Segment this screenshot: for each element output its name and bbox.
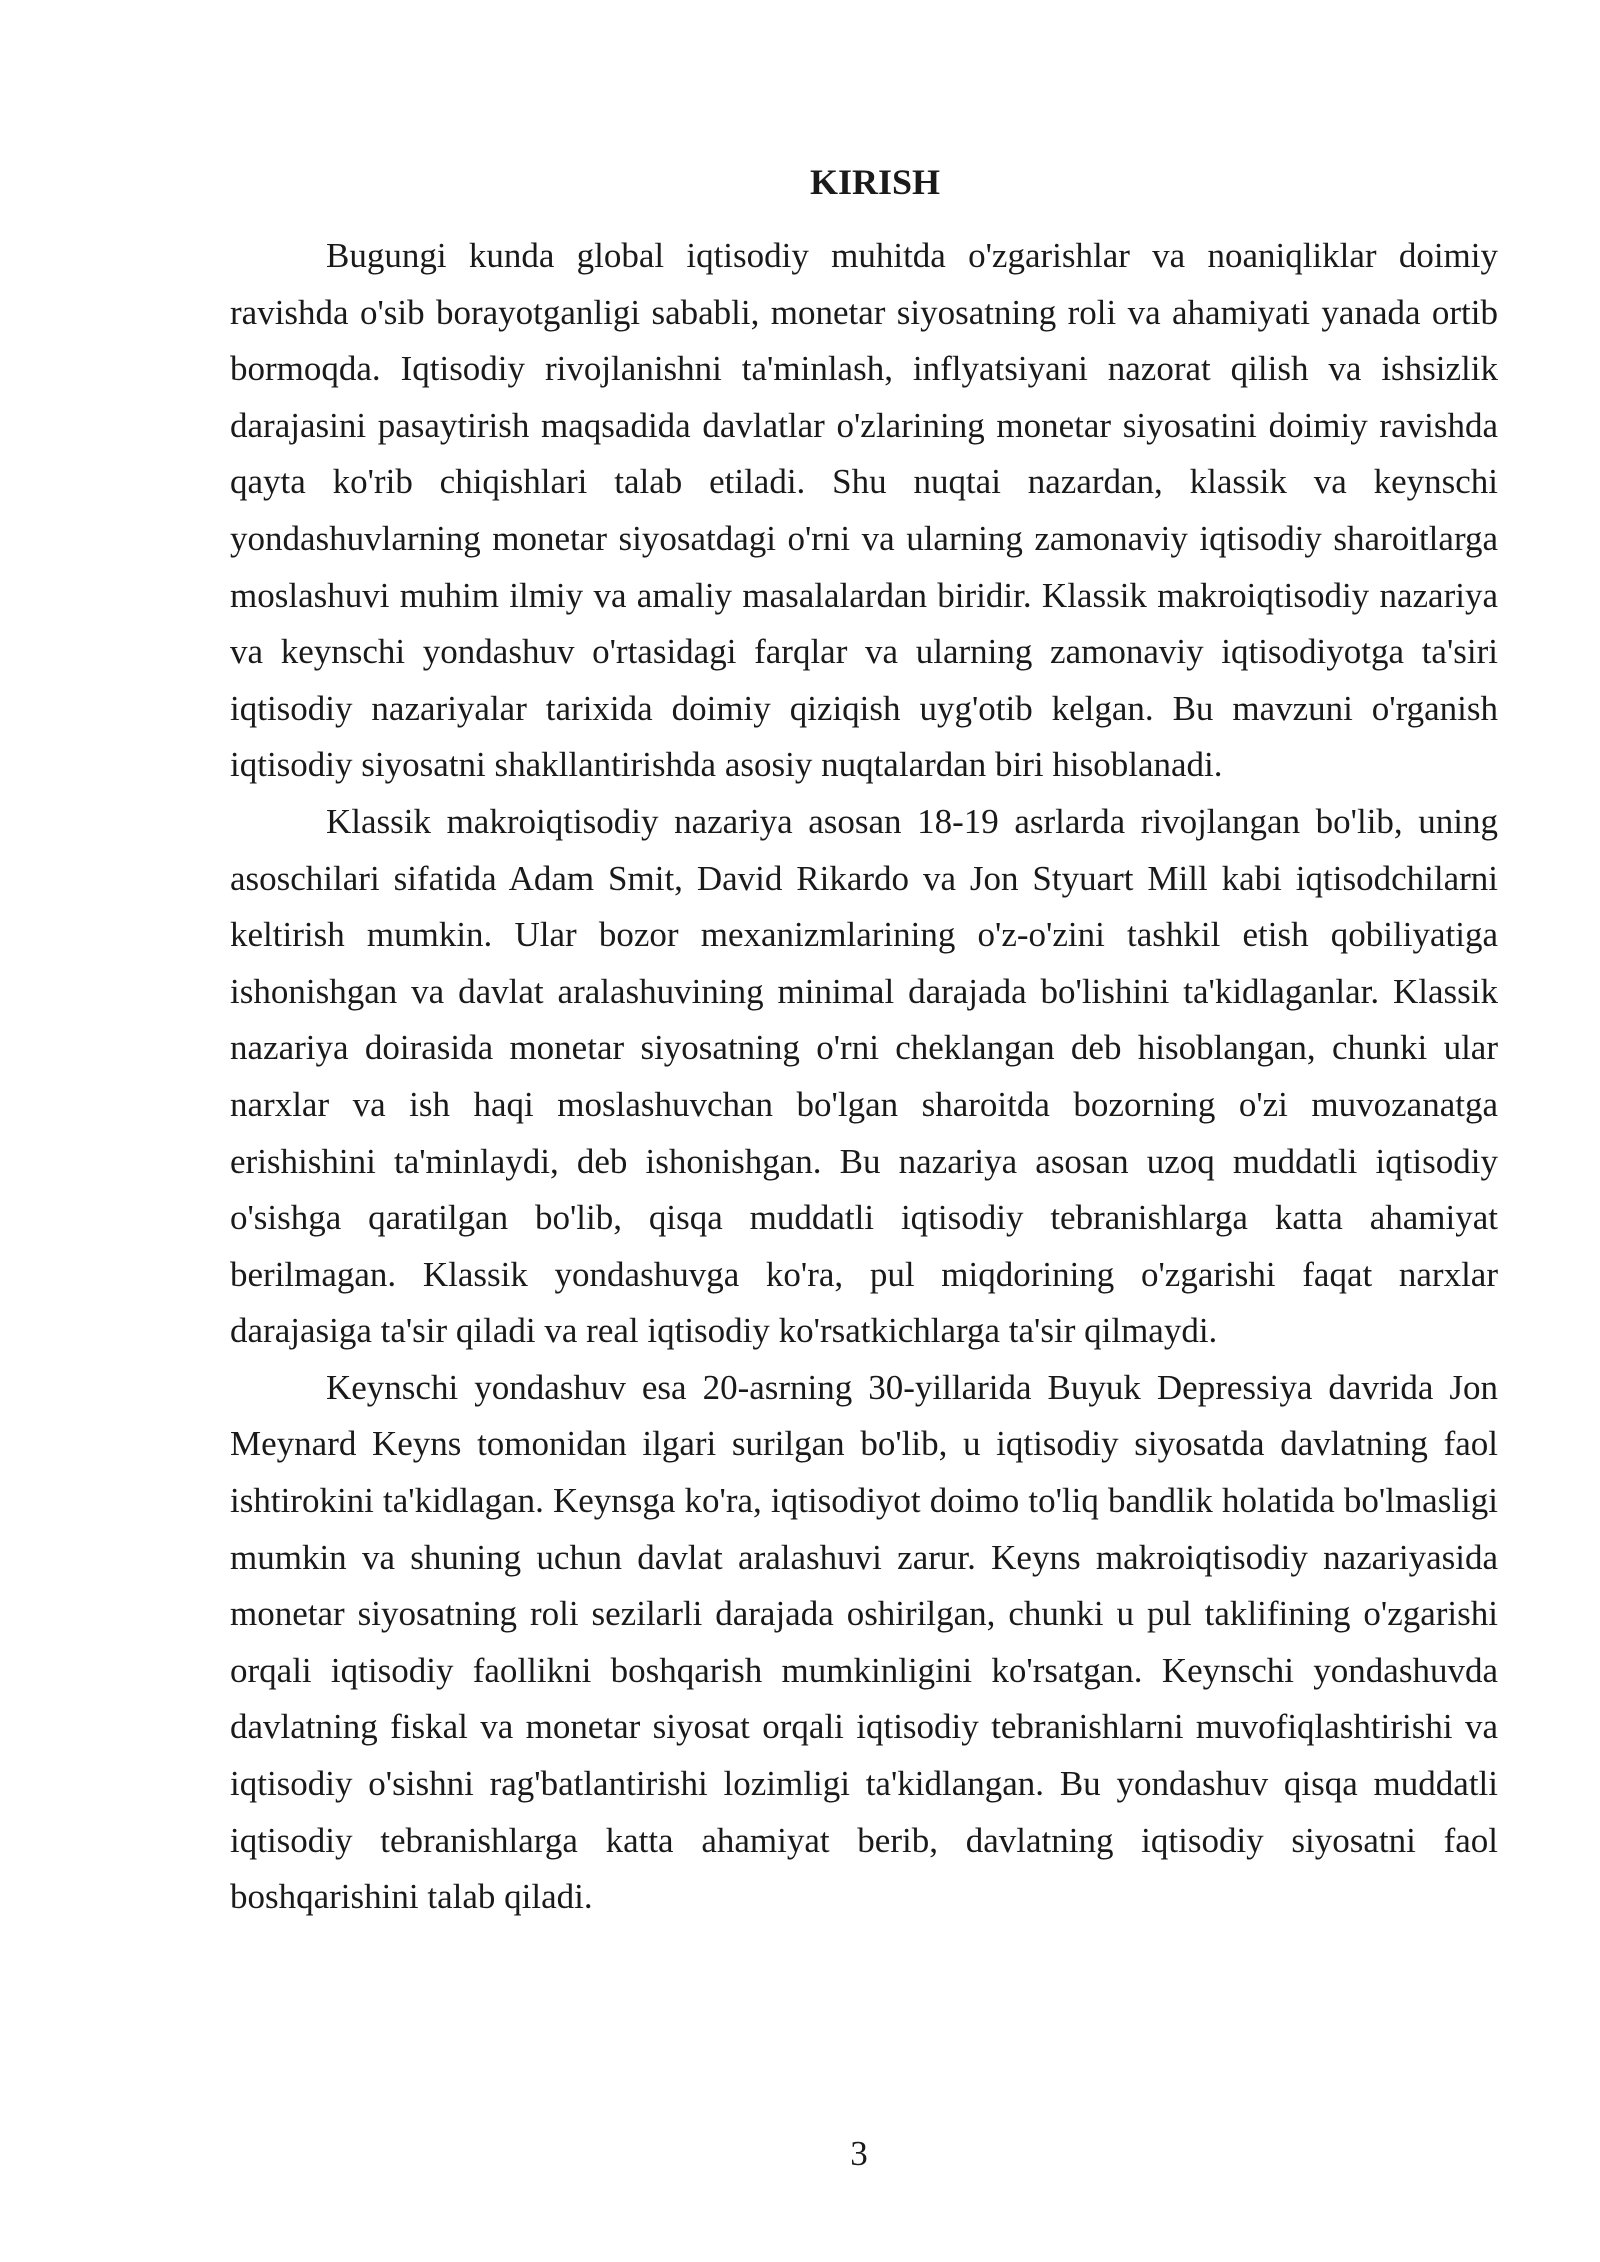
document-page [230, 160, 1498, 1926]
paragraph-2: Klassik makroiqtisodiy nazariya asosan 18-19 asrlarda rivojlangan bo'lib, uning asoschilari sifatida Adam Smit, David Rikardo va Jon Styuart Mill kabi iqtisodchilarni keltirish mumkin. Ular bozor mexanizmlarining o'z-o'zini tashkil etish qobiliyatiga ishonishgan va davlat aralashuvining minimal darajada bo'lishini ta'kidlaganlar. Klassik nazariya doirasida monetar siyosatning o'rni cheklangan deb hisoblangan, chunki ular narxlar va ish haqi moslashuvchan bo'lgan sharoitda bozorning o'zi muvozanatga erishishini ta'minlaydi, deb ishonishgan. Bu nazariya asosan uzoq muddatli iqtisodiy o'sishga qaratilgan bo'lib, qisqa muddatli iqtisodiy tebranishlarga katta ahamiyat berilmagan. Klassik yondashuvga ko'ra, pul miqdorining o'zgarishi faqat narxlar darajasiga ta'sir qiladi va real iqtisodiy ko'rsatkichlarga ta'sir qilmaydi. [230, 801, 1498, 1351]
paragraph-1: Bugungi kunda global iqtisodiy muhitda o'zgarishlar va noaniqliklar doimiy ravishda o'sib borayotganligi sababli, monetar siyosatning roli va ahamiyati yanada ortib bormoqda. Iqtisodiy rivojlanishni ta'minlash, inflyatsiyani nazorat qilish va ishsizlik darajasini pasaytirish maqsadida davlatlar o'zlarining monetar siyosatini doimiy ravishda qayta ko'rib chiqishlari talab etiladi. Shu nuqtai nazardan, klassik va keynschi yondashuvlarning monetar siyosatdagi o'rni va ularning zamonaviy iqtisodiy sharoitlarga moslashuvi muhim ilmiy va amaliy masalalardan biridir. Klassik makroiqtisodiy nazariya va keynschi yondashuv o'rtasidagi farqlar va ularning zamonaviy iqtisodiyotga ta'siri iqtisodiy nazariyalar tarixida doimiy qiziqish uyg'otib kelgan. Bu mavzuni o'rganish iqtisodiy siyosatni shakllantirishda asosiy nuqtalardan biri hisoblanadi. [230, 236, 1498, 785]
page-number: 3 [850, 2134, 868, 2173]
page-title: KIRISH [809, 162, 941, 202]
paragraph-3: Keynschi yondashuv esa 20-asrning 30-yillarida Buyuk Depressiya davrida Jon Meynard Keyns tomonidan ilgari surilgan bo'lib, u iqtisodiy siyosatda davlatning faol ishtirokini ta'kidlagan. Keynsga ko'ra, iqtisodiyot doimo to'liq bandlik holatida bo'lmasligi mumkin va shuning uchun davlat aralashuvi zarur. Keyns makroiqtisodiy nazariyasida monetar siyosatning roli sezilarli darajada oshirilgan, chunki u pul taklifining o'zgarishi orqali iqtisodiy faollikni boshqarish mumkinligini ko'rsatgan. Keynschi yondashuvda davlatning fiskal va monetar siyosat orqali iqtisodiy tebranishlarni muvofiqlashtirishi va iqtisodiy o'sishni rag'batlantirishi lozimligi ta'kidlangan. Bu yondashuv qisqa muddatli iqtisodiy tebranishlarga katta ahamiyat berib, davlatning iqtisodiy siyosatni faol boshqarishini talab qiladi. [230, 1367, 1498, 1917]
